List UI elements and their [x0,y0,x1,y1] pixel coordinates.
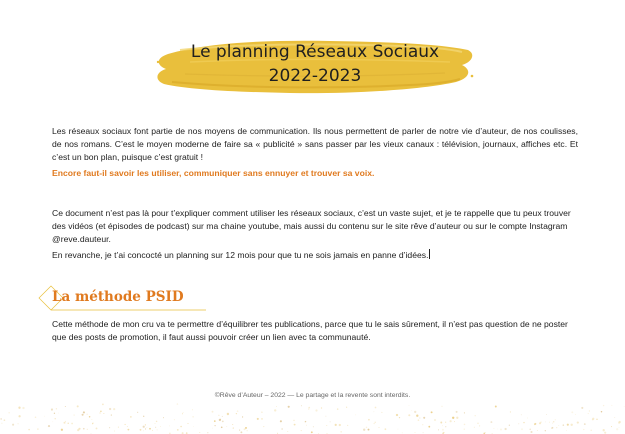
document-paragraph: Ce document n’est pas là pour t’expliquer comment utiliser les réseaux sociaux, c’est un vaste sujet, et je te rappelle que tu peux trouver des vidéos (et épisodes de podcast) sur ma chaine youtube, mais aussi du contenu sur le site rêve d’auteur ou sur le compte Instagram @reve.dauteur. [52,208,571,245]
section-title: La méthode PSID [52,289,184,305]
planning-text: En revanche, je t’ai concocté un planning sur 12 mois pour que tu ne sois jamais en panne d’idées. [52,250,429,260]
highlight-paragraph: Encore faut-il savoir les utiliser, communiquer sans ennuyer et trouver sa voix. [52,168,375,178]
title-line-1: Le planning Réseaux Sociaux [190,42,440,62]
planning-paragraph [52,249,578,262]
page-title [150,40,480,88]
intro-paragraph: Les réseaux sociaux font partie de nos moyens de communication. Ils nous permettent de parler de notre vie d’auteur, de nos coulisses, de nos romans. C’est le moyen moderne de faire sa « publicité » sans passer par les vieux canaux : télévision, journaux, affiches etc. Et c’est un bon plan, puisque c’est gratuit ! [52,126,578,163]
method-paragraph: Cette méthode de mon cru va te permettre d’équilibrer tes publications, parce que tu le sais sûrement, il n’est pas question de ne poster que des posts de promotion, il faut aussi pouvoir créer un lien avec ta communauté. [52,319,568,343]
title-banner [150,32,480,102]
title-line-2: 2022-2023 [268,66,362,86]
section-heading-block [36,283,336,313]
text-cursor [429,249,430,259]
gold-glitter-decoration [0,400,625,434]
footer-copyright: ©Rêve d’Auteur – 2022 — Le partage et la revente sont interdits. [214,392,411,399]
